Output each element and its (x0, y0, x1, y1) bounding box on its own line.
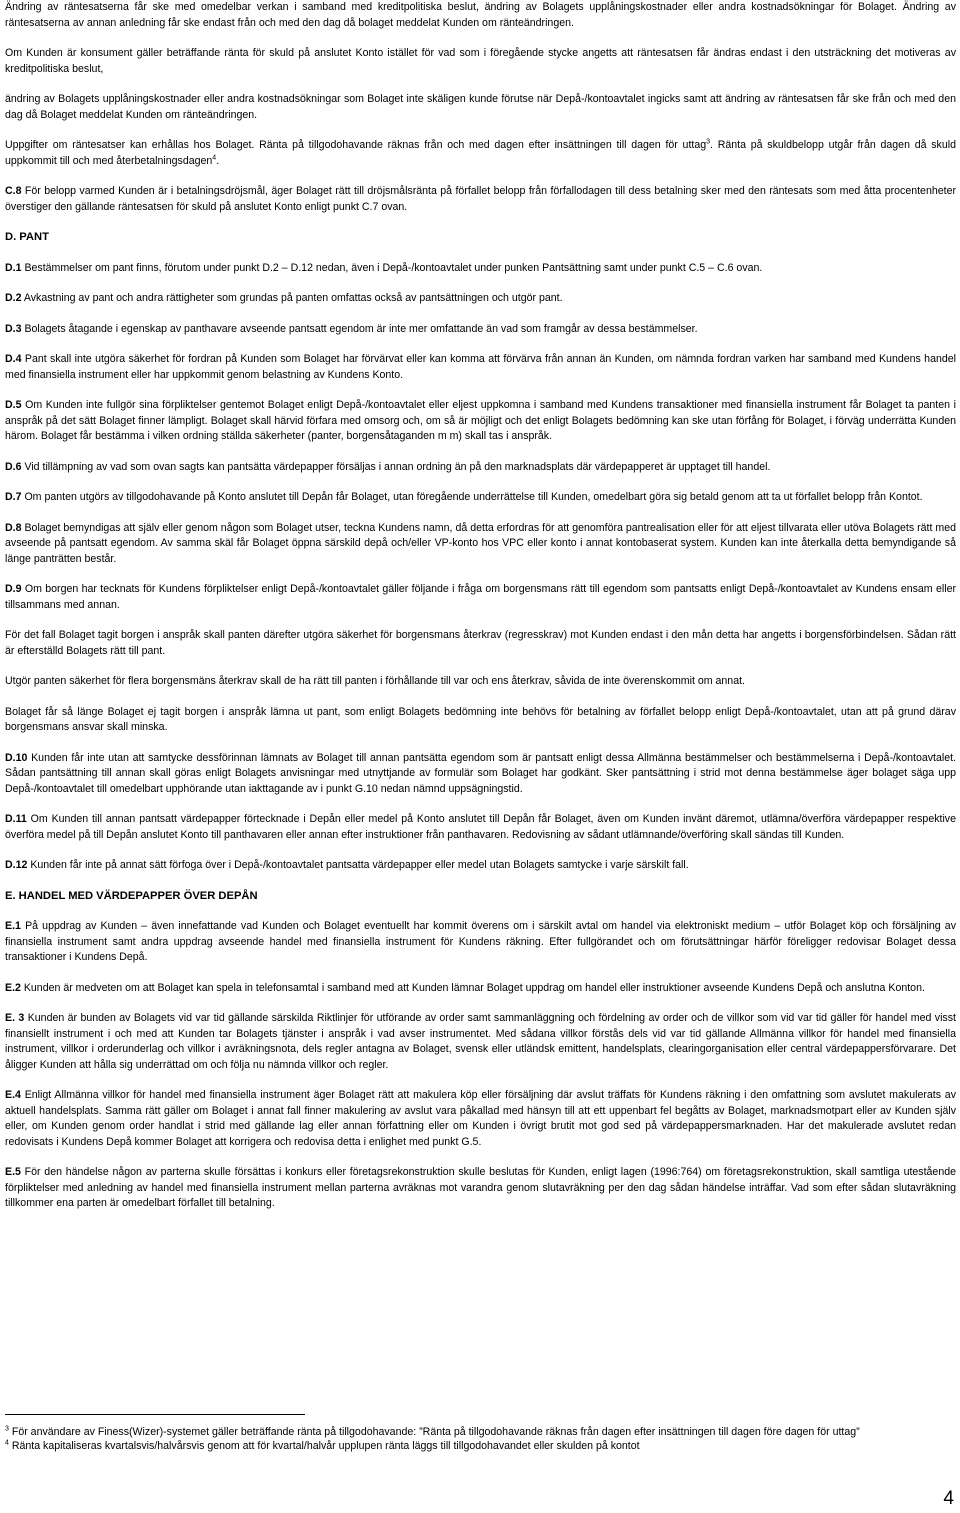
clause-d8: D.8 Bolaget bemyndigas att själv eller genom någon som Bolaget utser, teckna Kundens namn, då detta erfordras för att genomföra pantrealisation eller för att eljest tillvarata eller utöva Bolagets rätt med avseende på pantsatt egendom. Av samma skäl får Bolaget öppna särskild depå och/eller VP-konto hos VPC eller konto i annat kontobaserat system. Kunden kan inte återkalla detta bemyndigande så länge panträtten består. (5, 521, 956, 565)
section-d-heading: D. PANT (5, 231, 49, 243)
clause-d9-paragraph: Bolaget får så länge Bolaget ej tagit borgen i anspråk lämna ut pant, som enligt Bolagets bedömning inte behövs för betalning av förfallet belopp enligt Depå-/kontoavtalet, utan att på grund därav borgensmans ansvar skall minska. (5, 705, 956, 733)
interest-info-paragraph: Uppgifter om räntesatser kan erhållas hos Bolaget. Ränta på tillgodohavande räknas från och med dagen efter insättningen till dagen för uttag$^3$. Ränta på skuldbelopp utgår från dagen då skuld uppkommit till och med återbetalningsdagen$^4$. (5, 138, 956, 167)
clause-d1: D.1 Bestämmelser om pant finns, förutom under punkt D.2 – D.12 nedan, även i Depå-/kontoavtalet under punken Pantsättning samt under punkt C.5 – C.6 ovan. (5, 261, 763, 274)
document-page (5, 0, 956, 1212)
page-number: 4 (943, 1488, 954, 1509)
cost-change-paragraph: ändring av Bolagets upplåningskostnader eller andra kostnadsökningar som Bolaget inte skäligen kunde förutse när Depå-/kontoavtalet ingicks samt att ändring av räntesatsen får ske från och med den dag då Bolaget meddelat Kunden om ränteändringen. (5, 93, 956, 121)
section-e-heading: E. HANDEL MED VÄRDEPAPPER ÖVER DEPÅN (5, 889, 258, 902)
clause-e1: E.1 På uppdrag av Kunden – även innefattande vad Kunden och Bolaget eventuellt har kommit överens om i särskilt avtal om handel via elektroniskt medium – utför Bolaget köp och försäljning av finansiella instrument samt andra uppdrag avseende handel med finansiella instrument för Kundens räkning. Efter fullgörandet och om förutsättningar härför föreligger redovisar Bolaget dessa transaktioner i Kundens Depå. (5, 920, 956, 963)
footnote-divider (5, 1414, 305, 1415)
clause-e2: E.2 Kunden är medveten om att Bolaget kan spela in telefonsamtal i samband med att Kunden lämnar Bolaget uppdrag om handel eller instruktioner avseende Kundens Depå och anslutna Konton. (5, 981, 925, 994)
clause-d11: D.11 Om Kunden till annan pantsatt värdepapper förtecknade i Depån eller medel på Konto anslutet till Depån får Bolaget, även om Kunden invänt däremot, utlämna/överföra värdepapper respektive överföra medel på till Depån anslutet Konto till panthavaren eller annan efter instruktioner från panthavaren. Redovisning av sådant utlämnande/överföring skall sändas till Kunden. (5, 813, 956, 841)
clause-d12: D.12 Kunden får inte på annat sätt förfoga över i Depå-/kontoavtalet pantsatta värdepapper eller medel utan Bolagets samtycke i varje särskilt fall. (5, 859, 689, 871)
clause-d10: D.10 Kunden får inte utan att samtycke dessförinnan lämnats av Bolaget till annan pantsätta egendom som är pantsatt enligt dessa Allmänna bestämmelser och bestämmelserna i Depå-/kontoavtalet. Sådan pantsättning till annan skall göras enligt Bolagets anvisningar med utnyttjande av formulär som Bolaget har godkänt. Sker pantsättning i strid mot denna bestämmelse äger bolaget säga upp Depå-/kontoavtalet till omedelbart upphörande utan iakttagande av i punkt G.10 nedan nämnd uppsägningstid. (5, 751, 956, 795)
clause-c8: C.8 För belopp varmed Kunden är i betalningsdröjsmål, äger Bolaget rätt till dröjsmålsränta på förfallet belopp från förfallodagen till dess betalning sker med den räntesats som med åtta procentenheter överstiger den gällande räntesatsen för skuld på anslutet Konto enligt punkt C.7 ovan. (5, 185, 956, 213)
footnote-4: $^4$ Ränta kapitaliseras kvartalsvis/halvårsvis genom att för kvartal/halvår upplupen ränta läggs till tillgodohavandet eller skulden på kontot (5, 1438, 640, 1452)
footnotes (5, 1426, 956, 1453)
consumer-interest-paragraph: Om Kunden är konsument gäller beträffande ränta för skuld på anslutet Konto istället för vad som i föregående stycke angetts att räntesatsen får ändras endast i den utsträckning det motiveras av kreditpolitiska beslut, (5, 47, 956, 75)
clause-e3: E. 3 Kunden är bunden av Bolagets vid var tid gällande särskilda Riktlinjer för utförande av order samt sammanläggning och fördelning av order och de villkor som vid var tid gäller för handel med visst finansiellt instrument i och med att Kunden tar Bolagets tjänster i anspråk i vad avser instrumentet. Med sådana villkor förstås dels vid var tid gällande Allmänna villkor för handel med finansiella instrument, villkor i orderunderlag och villkor i avräkningsnota, dels regler antagna av Bolaget, svensk eller utländsk emittent, handelsplats, clearingorganisation eller central värdepappersförvarare. Det åligger Kunden att hålla sig underrättad om och följa nu nämnda villkor och regler. (5, 1012, 956, 1071)
clause-d9-paragraph: För det fall Bolaget tagit borgen i anspråk skall panten därefter utgöra säkerhet för borgensmans återkrav (regresskrav) mot Kunden endast i den mån detta har angetts i borgensförbindelsen. Sådan rätt är efterställd Bolagets rätt till pant. (5, 629, 956, 657)
interest-change-paragraph: Ändring av räntesatserna får ske med omedelbar verkan i samband med kreditpolitiska beslut, ändring av Bolagets upplåningskostnader eller andra kostnadsökningar för Bolaget. Ändring av räntesatserna av annan anledning får ske endast från och med den dag då bolaget meddelat Kunden om ränteändringen. (5, 1, 956, 29)
clause-d3: D.3 Bolagets åtagande i egenskap av panthavare avseende pantsatt egendom är inte mer omfattande än vad som framgår av dessa bestämmelser. (5, 322, 698, 335)
clause-d9-paragraph: Utgör panten säkerhet för flera borgensmäns återkrav skall de ha rätt till panten i förhållande till var och ens återkrav, såvida de inte överenskommit om annat. (5, 675, 745, 687)
clause-d9: D.9 Om borgen har tecknats för Kundens förpliktelser enligt Depå-/kontoavtalet gäller följande i fråga om borgensmans rätt till egendom som pantsatts enligt Depå-/kontoavtalet av Kundens ensam eller tillsammans med annan. (5, 583, 956, 611)
clause-d6: D.6 Vid tillämpning av vad som ovan sagts kan pantsätta värdepapper försäljas i annan ordning än på den marknadsplats där värdepapperet är upptaget till handel. (5, 460, 771, 473)
footnote-ref-4: 4 (212, 153, 217, 161)
clause-e4: E.4 Enligt Allmänna villkor för handel med finansiella instrument äger Bolaget rätt att makulera köp eller försäljning där avslut träffats för Kundens räkning i den omfattning som avslutet makulerats av aktuell handelsplats. Samma rätt gäller om Bolaget i annat fall finner makulering av avslut vara påkallad med hänsyn till att ett uppenbart fel begåtts av Bolaget, marknadsmotpart eller av Kunden själv eller, om Kunden genom order handlat i strid med gällande lag eller annan författning eller om Kunden i övrigt brutit mot god sed på värdepappersmarknaden. Har det makulerade avslutet redan redovisats i Kundens Depå kommer Bolaget att korrigera och redovisa detta i enlighet med punkt G.5. (5, 1089, 956, 1148)
clause-d5: D.5 Om Kunden inte fullgör sina förpliktelser gentemot Bolaget enligt Depå-/kontoavtalet eller eljest uppkomna i samband med Kundens transaktioner med finansiella instrument får Bolaget ta panten i anspråk på det sätt Bolaget finner lämpligt. Bolaget skall härvid förfara med omsorg och, om så är möjligt och det enligt Bolagets bedömning kan ske utan förfång för Bolaget, i förväg underrätta Kunden härom. Bolaget får bestämma i vilken ordning ställda säkerheter (panter, borgensåtaganden m m) skall tas i anspråk. (5, 399, 956, 442)
clause-d2: D.2 Avkastning av pant och andra rättigheter som grundas på panten omfattas också av pantsättningen och utgör pant. (5, 292, 563, 304)
clause-e5: E.5 För den händelse någon av parterna skulle försättas i konkurs eller företagsrekonstruktion skulle beslutas för Kunden, enligt lagen (1996:764) om företagsrekonstruktion, skall samtliga utestående förpliktelser med anledning av handel med finansiella instrument mellan parterna avräknas mot varandra genom slutavräkning per den dag sådan händelse inträffar. Vad som efter sådan slutavräkning tillkommer ena parten är omedelbart förfallet till betalning. (5, 1166, 956, 1209)
clause-d7: D.7 Om panten utgörs av tillgodohavande på Konto anslutet till Depån får Bolaget, utan föregående underrättelse till Kunden, omedelbart göra sig betald genom att ta ut förfallet belopp från Kontot. (5, 491, 923, 503)
footnote-3: $^3$ För användare av Finess(Wizer)-systemet gäller beträffande ränta på tillgodohavande: ”Ränta på tillgodohavande räknas från dagen efter insättningen till dagen före dagen för uttag” (5, 1425, 860, 1438)
footnote-ref-3: 3 (706, 138, 711, 146)
clause-d4: D.4 Pant skall inte utgöra säkerhet för fordran på Kunden som Bolaget har förvärvat eller kan komma att förvärva från annan än Kunden, om nämnda fordran varken har samband med Kundens handel med finansiella instrument eller har uppkommit genom belastning av Kundens Konto. (5, 353, 956, 381)
